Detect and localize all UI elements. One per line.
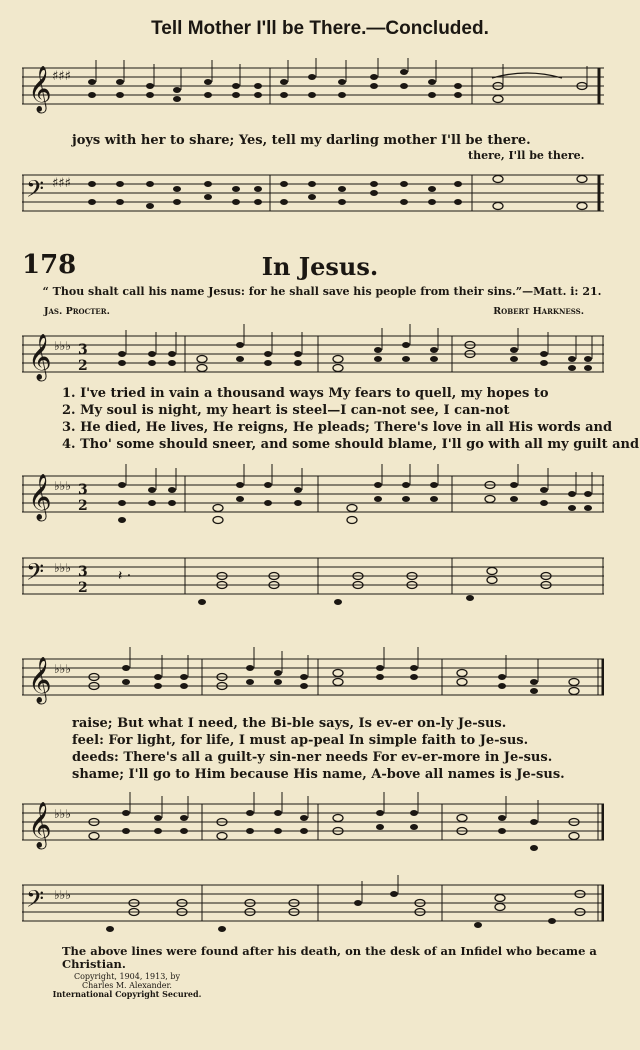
verse-2-line-a: 2. My soul is night, my heart is steel—I can-not see, I can-not [62,403,510,418]
verse-1-line-a: 1. I've tried in vain a thousand ways My fears to quell, my hopes to [62,386,549,401]
svg-text:𝄞: 𝄞 [28,474,52,520]
hymn-treble-staff-2 [22,462,604,534]
hymn-bass-staff-2 [22,875,604,937]
svg-text:𝄢: 𝄢 [26,885,45,918]
svg-text:♭♭♭: ♭♭♭ [54,662,71,676]
svg-text:𝄢: 𝄢 [26,558,45,591]
top-section-title: Tell Mother I'll be There.—Concluded. [151,18,489,39]
svg-text:♭♭♭: ♭♭♭ [54,807,71,821]
hymn-treble-staff-1 [22,322,604,384]
music-credit: Robert Harkness. [493,306,584,317]
verse-2-line-b: feel: For light, for life, I must ap-peal In simple faith to Je-sus. [72,733,529,748]
svg-text:3: 3 [78,564,88,580]
verse-block-1 [62,386,640,454]
svg-text:2: 2 [78,498,88,514]
svg-text:𝄞: 𝄞 [28,66,52,112]
top-bass-staff [22,165,604,223]
copyright-notice [52,972,202,999]
svg-text:♭♭♭: ♭♭♭ [54,339,71,353]
svg-text:♭♭♭: ♭♭♭ [54,479,71,493]
verse-1-line-b: raise; But what I need, the Bi-ble says, Is ev-er on-ly Je-sus. [72,716,507,731]
words-credit: Jas. Procter. [44,306,110,317]
svg-text:𝄞: 𝄞 [28,334,52,380]
hymn-bass-staff-1 [22,548,604,608]
svg-text:3: 3 [78,482,88,498]
hymn-treble-staff-4 [22,790,604,862]
verse-4-line-b: shame; I'll go to Him because His name, A-bove all names is Je-sus. [72,767,565,782]
svg-text:𝄞: 𝄞 [28,802,52,848]
copyright-line-3: International Copyright Secured. [52,989,202,999]
svg-text:𝄢: 𝄢 [26,175,45,208]
verse-3-line-a: 3. He died, He lives, He reigns, He pleads; There's love in all His words and [62,420,613,435]
top-lyric: joys with her to share; Yes, tell my darling mother I'll be there. [72,133,531,148]
verse-4-line-a: 4. Tho' some should sneer, and some should blame, I'll go with all my guilt and [62,437,640,452]
verse-3-line-b: deeds: There's all a guilt-y sin-ner needs For ev-er-more in Je-sus. [72,750,553,765]
verse-block-2 [72,716,602,784]
top-lyric-alt: there, I'll be there. [468,149,585,162]
copyright-line-1: Copyright, 1904, 1913, by [73,972,181,981]
top-treble-staff [22,58,604,116]
copyright-line-2: Charles M. Alexander. [82,981,172,990]
hymn-title: In Jesus. [261,252,379,281]
svg-text:3: 3 [78,342,88,358]
footer-note: The above lines were found after his death, on the desk of an Infidel who became a Christian. [62,944,597,971]
hymn-number: 178 [22,250,77,280]
hymn-treble-staff-3 [22,645,604,707]
svg-text:♯♯♯: ♯♯♯ [52,176,71,191]
svg-text:2: 2 [78,580,88,596]
svg-text:𝄞: 𝄞 [28,657,52,703]
svg-text:𝄽 ·: 𝄽 · [118,568,132,584]
hymn-epigraph: “ Thou shalt call his name Jesus: for he shall save his people from their sins.”—Matt. i: 21. [42,285,602,298]
svg-text:♯♯♯: ♯♯♯ [52,69,71,84]
svg-text:♭♭♭: ♭♭♭ [54,888,71,902]
svg-text:2: 2 [78,358,88,374]
svg-text:♭♭♭: ♭♭♭ [54,561,71,575]
